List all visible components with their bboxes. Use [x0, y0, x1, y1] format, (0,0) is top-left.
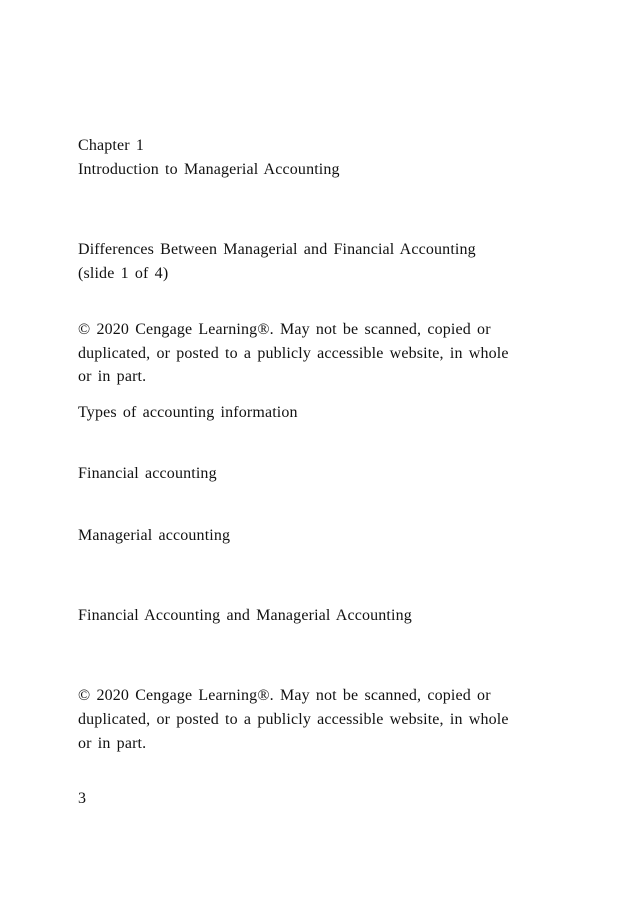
- types-heading: Types of accounting information: [78, 404, 298, 421]
- financial-accounting-item: Financial accounting: [78, 465, 217, 482]
- copyright-notice-2-line-3: or in part.: [78, 735, 147, 752]
- slide-heading-line-2: (slide 1 of 4): [78, 265, 169, 282]
- chapter-title: Introduction to Managerial Accounting: [78, 161, 340, 178]
- copyright-notice-1-line-1: © 2020 Cengage Learning®. May not be scanned, copied or: [78, 321, 491, 338]
- managerial-accounting-item: Managerial accounting: [78, 527, 231, 544]
- copyright-notice-2-line-2: duplicated, or posted to a publicly accessible website, in whole: [78, 711, 509, 728]
- section-heading: Financial Accounting and Managerial Accounting: [78, 607, 412, 624]
- chapter-label: Chapter 1: [78, 137, 144, 154]
- copyright-notice-1-line-3: or in part.: [78, 368, 147, 385]
- copyright-notice-2-line-1: © 2020 Cengage Learning®. May not be scanned, copied or: [78, 687, 491, 704]
- copyright-notice-1-line-2: duplicated, or posted to a publicly accessible website, in whole: [78, 345, 509, 362]
- slide-heading-line-1: Differences Between Managerial and Financial Accounting: [78, 241, 476, 258]
- page-number: 3: [78, 790, 87, 807]
